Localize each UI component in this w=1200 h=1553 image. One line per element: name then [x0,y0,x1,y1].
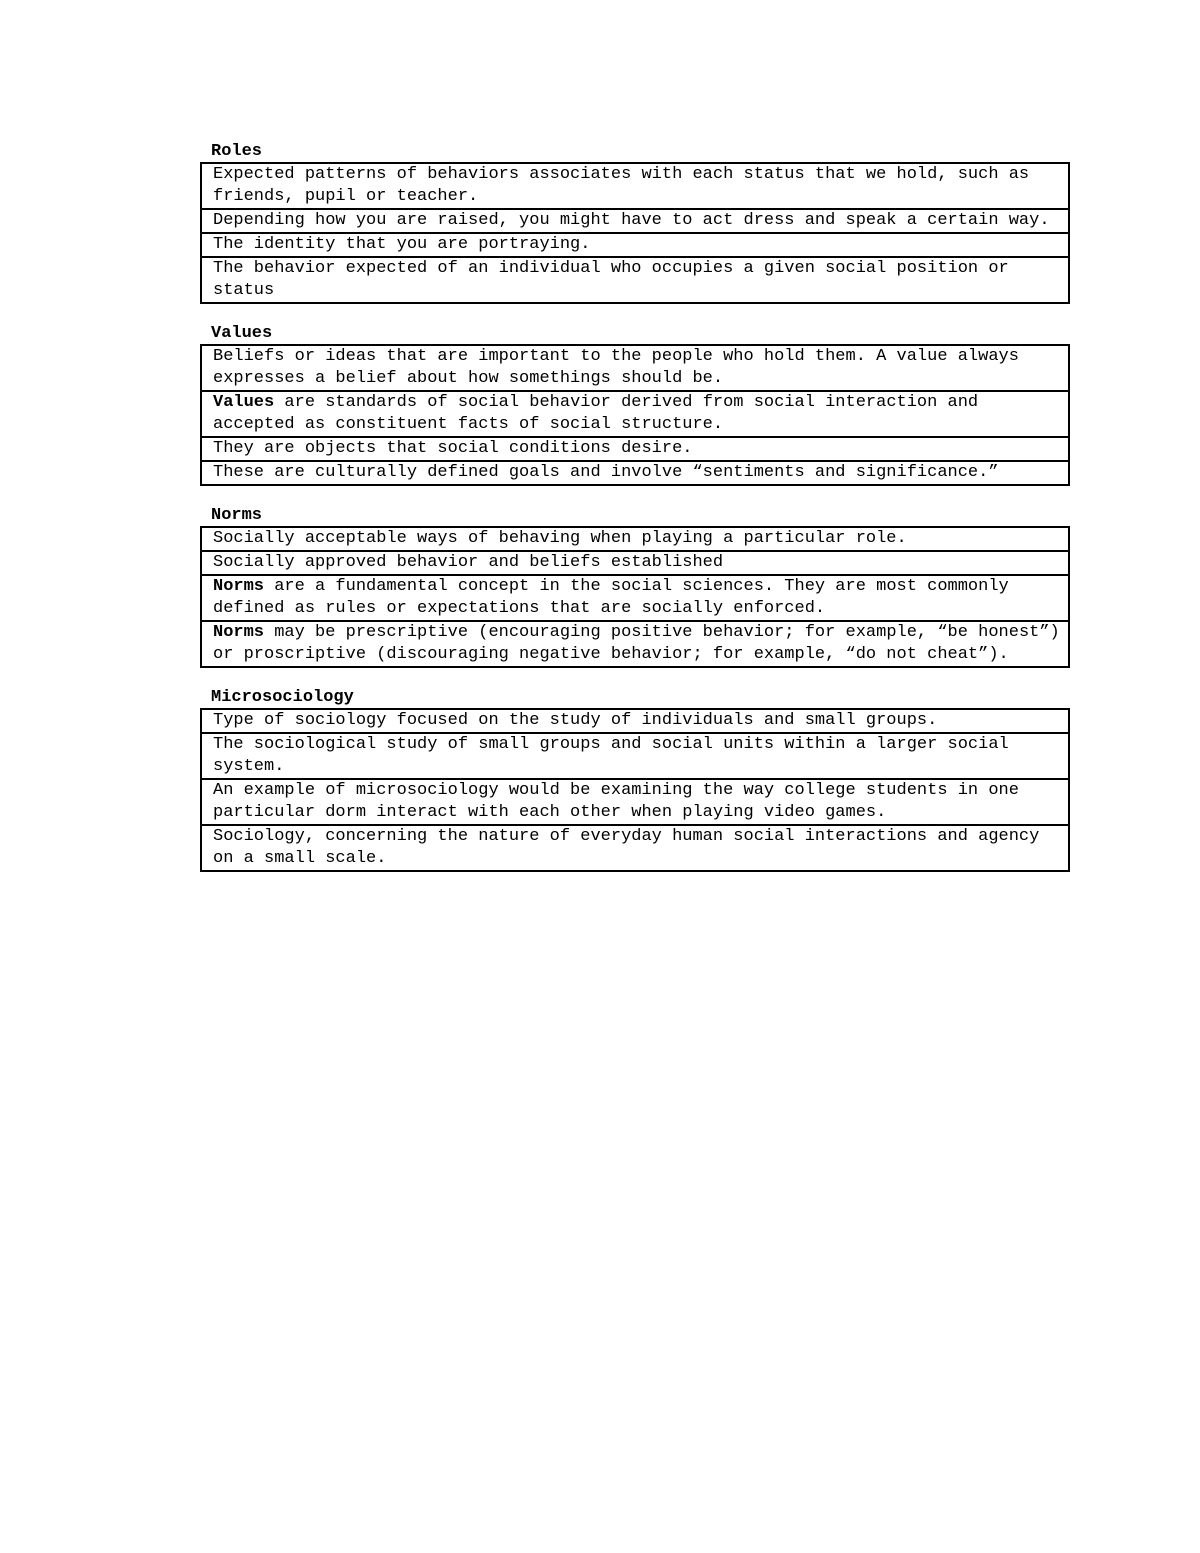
section-heading: Roles [211,142,263,161]
definition-row [202,528,1068,550]
definition-row [202,232,1068,256]
definition-text: The behavior expected of an individual who occupies a given social position or status [213,259,1019,300]
definition-term: Norms [213,623,265,642]
definition-table [200,162,1070,304]
definition-text: Socially acceptable ways of behaving when playing a particular role. [213,529,907,548]
definition-table [200,708,1070,872]
definition-row [202,550,1068,574]
definition-text: The identity that you are portraying. [213,235,591,254]
section-heading: Microsociology [211,688,354,707]
section-roles [200,142,1070,304]
definition-table [200,526,1070,668]
definition-row [202,208,1068,232]
definition-text: Sociology, concerning the nature of everyday human social interactions and agency on a small scale. [213,827,1050,868]
document-page [200,142,1070,892]
definition-text: These are culturally defined goals and involve “sentiments and significance.” [213,463,999,482]
definition-text: Beliefs or ideas that are important to the people who hold them. A value always expresses a belief about how somethings should be. [213,347,1030,388]
definition-row [202,256,1068,302]
definition-text: are a fundamental concept in the social sciences. They are most commonly defined as rules or expectations that are socially enforced. [213,577,1019,618]
definition-row [202,732,1068,778]
section-values [200,324,1070,486]
definition-text: may be prescriptive (encouraging positive behavior; for example, “be honest”) or proscriptive (discouraging negative behavior; for example, “do not cheat”). [213,623,1070,664]
definition-row [202,436,1068,460]
section-heading: Norms [211,506,263,525]
definition-row [202,390,1068,436]
definition-text: Depending how you are raised, you might have to act dress and speak a certain way. [213,211,1050,230]
section-heading: Values [211,324,273,343]
definition-row [202,824,1068,870]
section-microsociology [200,688,1070,872]
definition-text: Socially approved behavior and beliefs established [213,553,724,572]
definition-text: They are objects that social conditions desire. [213,439,693,458]
definition-row [202,778,1068,824]
definition-row [202,164,1068,208]
definition-row [202,346,1068,390]
definition-row [202,574,1068,620]
definition-table [200,344,1070,486]
section-norms [200,506,1070,668]
definition-text: are standards of social behavior derived from social interaction and accepted as constituent facts of social structure. [213,393,989,434]
definition-row [202,460,1068,484]
definition-row [202,710,1068,732]
definition-term: Values [213,393,275,412]
definition-term: Norms [213,577,265,596]
definition-text: Expected patterns of behaviors associates with each status that we hold, such as friends, pupil or teacher. [213,165,1040,206]
definition-text: Type of sociology focused on the study of individuals and small groups. [213,711,938,730]
definition-text: An example of microsociology would be examining the way college students in one particular dorm interact with each other when playing video games. [213,781,1030,822]
definition-text: The sociological study of small groups and social units within a larger social system. [213,735,1019,776]
definition-row [202,620,1068,666]
